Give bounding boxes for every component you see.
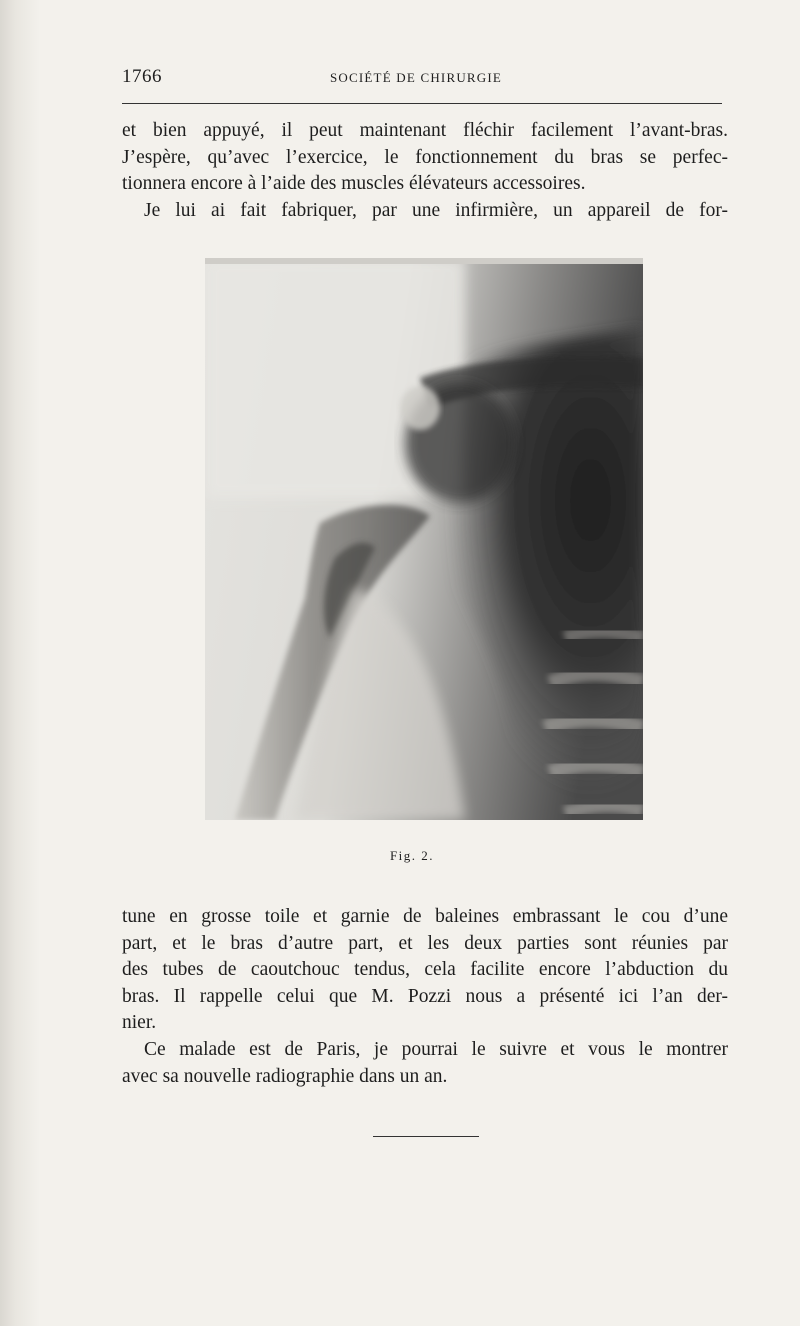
- radiograph-image: [205, 258, 643, 820]
- text-line: et bien appuyé, il peut maintenant fléchir facilement l’avant-bras.: [122, 120, 728, 141]
- text-line: Je lui ai fait fabriquer, par une infirmière, un appareil de for-: [144, 199, 728, 221]
- header-rule: [122, 103, 722, 104]
- figure-caption-text: Fig. 2.: [389, 848, 435, 863]
- text-line: J’espère, qu’avec l’exercice, le fonctionnement du bras se perfec-: [122, 146, 728, 168]
- page-number: 1766: [122, 66, 162, 87]
- text-line: des tubes de caoutchouc tendus, cela facilite encore l’abduction du: [122, 959, 728, 981]
- running-head: SOCIÉTÉ DE CHIRURGIE: [330, 70, 503, 85]
- page-edge-shadow: [0, 0, 40, 1326]
- text-line: avec sa nouvelle radiographie dans un an.: [122, 1065, 448, 1087]
- radiograph-figure: [205, 258, 643, 820]
- text-line: nier.: [122, 1012, 157, 1034]
- body-text-bottom: [122, 904, 728, 1090]
- text-line: Ce malade est de Paris, je pourrai le suivre et vous le montrer: [144, 1038, 728, 1060]
- text-line: bras. Il rappelle celui que M. Pozzi nous a présenté ici l’an der-: [122, 985, 728, 1007]
- text-line: tionnera encore à l’aide des muscles élévateurs accessoires.: [122, 173, 586, 195]
- section-end-rule: [373, 1136, 479, 1137]
- body-text-top: [122, 118, 728, 224]
- figure-caption: [0, 848, 800, 864]
- text-line: part, et le bras d’autre part, et les deux parties sont réunies par: [122, 932, 728, 954]
- page-header: [122, 66, 722, 90]
- text-line: tune en grosse toile et garnie de baleines embrassant le cou d’une: [122, 906, 728, 927]
